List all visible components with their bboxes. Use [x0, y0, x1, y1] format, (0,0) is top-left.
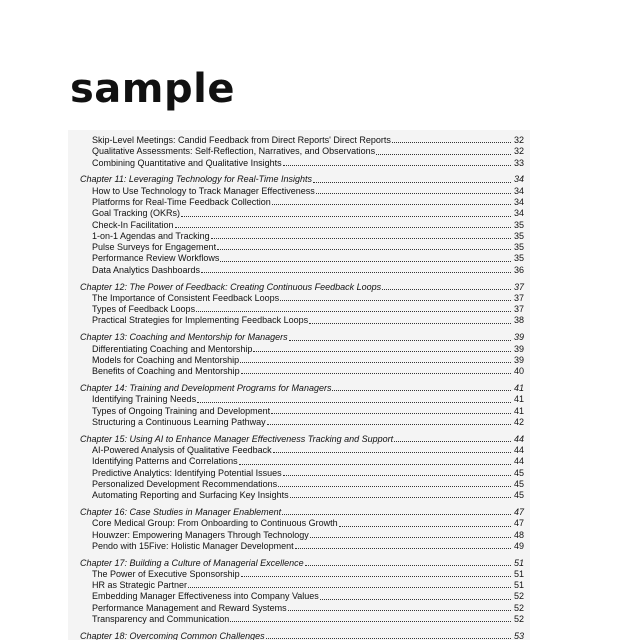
toc-section-entry: [80, 208, 524, 219]
toc-entry-page-number: 47: [513, 506, 524, 517]
toc-entry-page-number: 34: [513, 174, 524, 185]
toc-section-entry: [80, 445, 524, 456]
toc-entry-title: Identifying Patterns and Correlations: [92, 456, 238, 467]
toc-section-entry: [80, 242, 524, 253]
toc-entry-page-number: 35: [513, 242, 524, 253]
dot-leader: [239, 463, 511, 465]
toc-section-entry: [80, 135, 524, 146]
toc-entry-title: Chapter 17: Building a Culture of Managerial Excellence: [80, 557, 304, 568]
dot-leader: [376, 153, 511, 155]
toc-section-entry: [80, 417, 524, 428]
toc-entry-page-number: 35: [513, 230, 524, 241]
toc-entry-title: Predictive Analytics: Identifying Potential Issues: [92, 467, 282, 478]
toc-section-entry: [80, 569, 524, 580]
toc-entry-title: Chapter 15: Using AI to Enhance Manager Effectiveness Tracking and Support: [80, 433, 394, 444]
toc-entry-page-number: 35: [513, 253, 524, 264]
toc-entry-page-number: 42: [513, 416, 524, 427]
toc-entry-title: Houwzer: Empowering Managers Through Technology: [92, 529, 309, 540]
dot-leader: [394, 440, 511, 442]
toc-entry-page-number: 52: [513, 614, 524, 625]
toc-section-entry: [80, 530, 524, 541]
toc-section-entry: [80, 456, 524, 467]
toc-section-entry: [80, 315, 524, 326]
toc-section-entry: [80, 265, 524, 276]
toc-entry-title: AI-Powered Analysis of Qualitative Feedback: [92, 444, 272, 455]
toc-chapter-entry: [80, 631, 524, 640]
dot-leader: [175, 226, 511, 228]
dot-leader: [273, 451, 511, 453]
toc-entry-page-number: 53: [513, 630, 524, 640]
toc-entry-page-number: 41: [513, 405, 524, 416]
toc-chapter-entry: [80, 383, 524, 394]
sample-watermark: sample: [70, 66, 235, 112]
toc-entry-title: Practical Strategies for Implementing Feedback Loops: [92, 315, 309, 326]
dot-leader: [320, 598, 511, 600]
dot-leader: [290, 496, 511, 498]
dot-leader: [211, 237, 511, 239]
toc-entry-page-number: 45: [513, 490, 524, 501]
toc-entry-title: Qualitative Assessments: Self-Reflection, Narratives, and Observations: [92, 146, 376, 157]
toc-chapter-entry: [80, 507, 524, 518]
toc-entry-page-number: 33: [513, 157, 524, 168]
dot-leader: [253, 350, 511, 352]
toc-entry-page-number: 39: [513, 354, 524, 365]
toc-entry-title: Combining Quantitative and Qualitative Insights: [92, 157, 282, 168]
toc-entry-title: Check-In Facilitation: [92, 219, 174, 230]
dot-leader: [280, 299, 511, 301]
toc-entry-page-number: 41: [513, 394, 524, 405]
toc-entry-title: Chapter 16: Case Studies in Manager Enablement: [80, 506, 282, 517]
toc-section-entry: [80, 468, 524, 479]
toc-entry-title: Data Analytics Dashboards: [92, 264, 201, 275]
toc-entry-page-number: 52: [513, 591, 524, 602]
dot-leader: [272, 203, 511, 205]
toc-entry-title: Transparency and Communication: [92, 614, 230, 625]
toc-entry-title: Chapter 18: Overcoming Common Challenges: [80, 630, 265, 640]
toc-entry-page-number: 39: [513, 332, 524, 343]
toc-entry-title: How to Use Technology to Track Manager Effectiveness: [92, 185, 315, 196]
dot-leader: [339, 525, 511, 527]
dot-leader: [230, 620, 511, 622]
dot-leader: [282, 513, 511, 515]
table-of-contents: [80, 135, 524, 640]
dot-leader: [266, 637, 511, 639]
toc-section-entry: [80, 220, 524, 231]
toc-section-entry: [80, 591, 524, 602]
toc-entry-page-number: 51: [513, 557, 524, 568]
toc-section-entry: [80, 406, 524, 417]
toc-entry-page-number: 49: [513, 540, 524, 551]
toc-section-entry: [80, 344, 524, 355]
toc-entry-title: Benefits of Coaching and Mentorship: [92, 366, 240, 377]
toc-section-entry: [80, 231, 524, 242]
dot-leader: [196, 310, 511, 312]
toc-section-entry: [80, 158, 524, 169]
dot-leader: [392, 141, 511, 143]
dot-leader: [305, 564, 511, 566]
toc-entry-title: Platforms for Real-Time Feedback Collection: [92, 196, 271, 207]
dot-leader: [289, 339, 511, 341]
toc-section-entry: [80, 479, 524, 490]
toc-entry-title: HR as Strategic Partner: [92, 580, 188, 591]
dot-leader: [240, 361, 511, 363]
dot-leader: [288, 609, 511, 611]
dot-leader: [309, 322, 511, 324]
toc-entry-title: Skip-Level Meetings: Candid Feedback from Direct Reports' Direct Reports: [92, 135, 391, 145]
dot-leader: [310, 536, 511, 538]
toc-entry-title: Automating Reporting and Surfacing Key Insights: [92, 490, 289, 501]
dot-leader: [267, 423, 511, 425]
toc-chapter-entry: [80, 434, 524, 445]
toc-entry-page-number: 47: [513, 518, 524, 529]
toc-entry-title: Chapter 14: Training and Development Programs for Managers: [80, 382, 332, 393]
toc-section-entry: [80, 518, 524, 529]
toc-entry-page-number: 34: [513, 185, 524, 196]
toc-entry-title: The Importance of Consistent Feedback Loops: [92, 292, 280, 303]
toc-entry-title: Types of Ongoing Training and Development: [92, 405, 271, 416]
toc-section-entry: [80, 394, 524, 405]
toc-entry-title: Pendo with 15Five: Holistic Manager Development: [92, 540, 294, 551]
dot-leader: [241, 372, 511, 374]
toc-section-entry: [80, 253, 524, 264]
toc-entry-page-number: 45: [513, 467, 524, 478]
toc-entry-title: Goal Tracking (OKRs): [92, 208, 181, 219]
document-page: [68, 130, 530, 640]
toc-entry-page-number: 51: [513, 580, 524, 591]
toc-entry-page-number: 39: [513, 343, 524, 354]
toc-section-entry: [80, 614, 524, 625]
toc-entry-page-number: 38: [513, 315, 524, 326]
toc-section-entry: [80, 603, 524, 614]
toc-entry-page-number: 34: [513, 208, 524, 219]
toc-entry-title: Performance Review Workflows: [92, 253, 220, 264]
toc-section-entry: [80, 490, 524, 501]
toc-entry-title: Chapter 12: The Power of Feedback: Creating Continuous Feedback Loops: [80, 281, 382, 292]
toc-entry-title: Embedding Manager Effectiveness into Company Values: [92, 591, 319, 602]
toc-entry-title: Core Medical Group: From Onboarding to Continuous Growth: [92, 518, 338, 529]
dot-leader: [283, 474, 511, 476]
dot-leader: [278, 485, 511, 487]
toc-entry-title: Types of Feedback Loops: [92, 304, 196, 315]
dot-leader: [332, 389, 511, 391]
toc-entry-page-number: 44: [513, 456, 524, 467]
dot-leader: [313, 181, 511, 183]
toc-entry-page-number: 37: [513, 281, 524, 292]
dot-leader: [241, 575, 511, 577]
dot-leader: [220, 260, 511, 262]
toc-section-entry: [80, 366, 524, 377]
toc-section-entry: [80, 355, 524, 366]
toc-entry-page-number: 48: [513, 529, 524, 540]
toc-entry-title: Performance Management and Reward Systems: [92, 602, 287, 613]
toc-entry-title: Pulse Surveys for Engagement: [92, 242, 217, 253]
toc-entry-page-number: 45: [513, 478, 524, 489]
toc-entry-page-number: 32: [513, 135, 524, 145]
toc-entry-page-number: 51: [513, 568, 524, 579]
toc-entry-page-number: 37: [513, 292, 524, 303]
toc-entry-page-number: 44: [513, 444, 524, 455]
dot-leader: [283, 164, 511, 166]
toc-entry-title: Chapter 13: Coaching and Mentorship for Managers: [80, 332, 288, 343]
toc-entry-page-number: 41: [513, 382, 524, 393]
toc-entry-title: 1-on-1 Agendas and Tracking: [92, 230, 210, 241]
toc-chapter-entry: [80, 558, 524, 569]
toc-section-entry: [80, 197, 524, 208]
dot-leader: [197, 401, 511, 403]
toc-section-entry: [80, 186, 524, 197]
toc-entry-page-number: 37: [513, 304, 524, 315]
toc-section-entry: [80, 541, 524, 552]
toc-chapter-entry: [80, 174, 524, 185]
toc-entry-page-number: 40: [513, 366, 524, 377]
toc-entry-title: Identifying Training Needs: [92, 394, 197, 405]
toc-chapter-entry: [80, 332, 524, 343]
toc-entry-title: Differentiating Coaching and Mentorship: [92, 343, 253, 354]
toc-section-entry: [80, 304, 524, 315]
dot-leader: [271, 412, 511, 414]
toc-section-entry: [80, 293, 524, 304]
toc-entry-title: Chapter 11: Leveraging Technology for Real-Time Insights: [80, 174, 313, 185]
toc-entry-page-number: 44: [513, 433, 524, 444]
toc-entry-page-number: 35: [513, 219, 524, 230]
dot-leader: [295, 547, 511, 549]
dot-leader: [181, 215, 511, 217]
toc-entry-title: Structuring a Continuous Learning Pathway: [92, 416, 266, 427]
dot-leader: [217, 248, 511, 250]
toc-entry-title: The Power of Executive Sponsorship: [92, 568, 240, 579]
toc-entry-page-number: 52: [513, 602, 524, 613]
toc-entry-title: Models for Coaching and Mentorship: [92, 354, 240, 365]
toc-section-entry: [80, 580, 524, 591]
dot-leader: [316, 192, 511, 194]
toc-entry-page-number: 34: [513, 196, 524, 207]
toc-section-entry: [80, 146, 524, 157]
toc-entry-title: Personalized Development Recommendations: [92, 478, 278, 489]
toc-entry-page-number: 32: [513, 146, 524, 157]
dot-leader: [188, 586, 511, 588]
toc-entry-page-number: 36: [513, 264, 524, 275]
toc-chapter-entry: [80, 282, 524, 293]
dot-leader: [201, 271, 511, 273]
dot-leader: [382, 288, 511, 290]
